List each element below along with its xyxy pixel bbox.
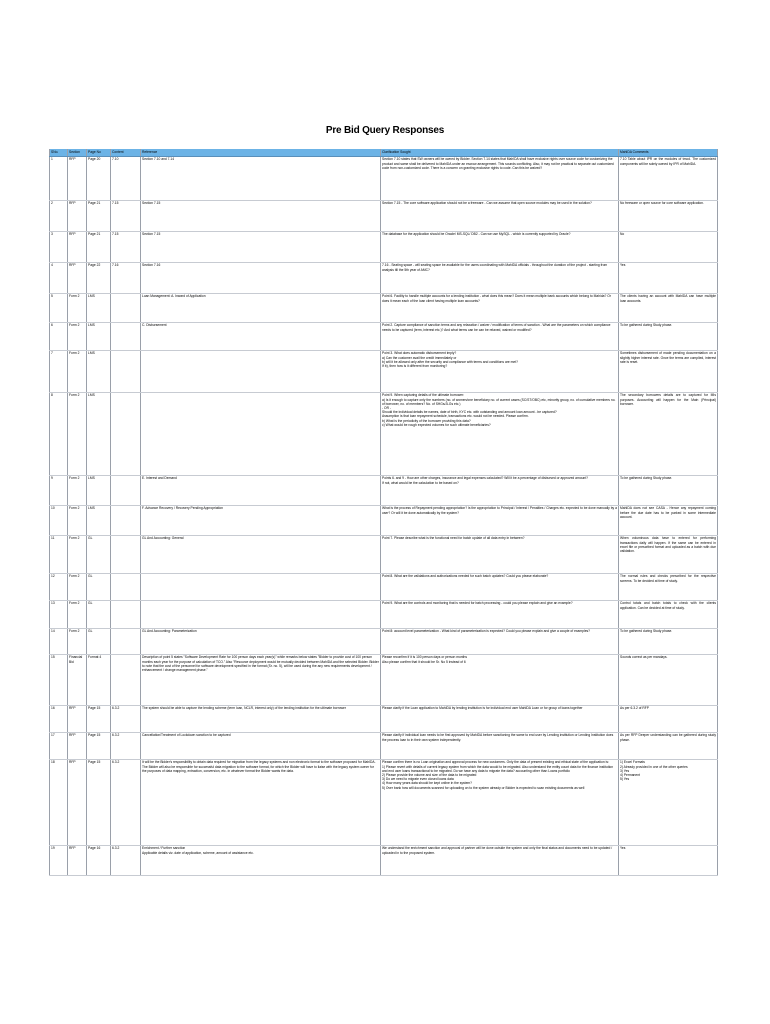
table-row: [50, 200, 718, 231]
clarification-cell: Point 8. What are the validations and authorizations needed for such batch updates? Could you please elaborate?: [381, 573, 619, 600]
sno-cell: 17: [50, 732, 68, 759]
table-row: [50, 535, 718, 573]
table-row: [50, 759, 718, 845]
comment-cell: MahIDA does not see CASA - Hence any repayment coming before the due date has to be parked in some intermediate account.: [619, 505, 718, 535]
section-cell: RFP: [68, 732, 87, 759]
content-cell: [111, 350, 141, 392]
content-cell: 7.10: [111, 156, 141, 200]
table-row: [50, 628, 718, 654]
content-cell: 7.16: [111, 262, 141, 293]
sno-cell: 7: [50, 350, 68, 392]
reference-cell: Section 7.15: [141, 231, 381, 262]
clarification-cell: Please reconfirm if it is 100 person days or person months Also please confirm that it should be Sr. No 5 instead of 6: [381, 654, 619, 705]
section-cell: RFP: [68, 231, 87, 262]
page-no-cell: GL: [87, 573, 111, 600]
section-cell: RFP: [68, 200, 87, 231]
sno-cell: 10: [50, 505, 68, 535]
section-cell: RFP: [68, 156, 87, 200]
col-header-comments: MahIDA Comments: [619, 149, 718, 156]
clarification-cell: Section 7.10 states that SW owners will be owned by Bidder. Section 7.14 states that MahIDA shall have exclusive rights over source code for customizing the product and same shall be delivered to MahIDA under an escrow arrangement. This sounds conflicting. Also, it may not be practical to separate out customized code from non-customized code. There is a concern on granting exclusive rights to code. Can this be waived?: [381, 156, 619, 200]
comment-cell: Control totals and batch totals to check with the clients application. Can be decided at time of study.: [619, 600, 718, 628]
sno-cell: 11: [50, 535, 68, 573]
content-cell: [111, 322, 141, 350]
table-row: [50, 505, 718, 535]
section-cell: RFP: [68, 705, 87, 732]
page-no-cell: GL: [87, 628, 111, 654]
section-cell: Form 2: [68, 293, 87, 322]
reference-cell: E. Interest and Demand: [141, 475, 381, 505]
clarification-cell: Point 2. Capture compliance of sanction terms and any relaxation / waiver / modification of terms of sanction - What are the parameters on which compliance needs to be captured (term, interest etc.)? And what terms can be can be relaxed, waived or modified?: [381, 322, 619, 350]
page-no-cell: Page 21: [87, 200, 111, 231]
sno-cell: 14: [50, 628, 68, 654]
page-no-cell: Format 4: [87, 654, 111, 705]
section-cell: Form 2: [68, 392, 87, 475]
page-title: Pre Bid Query Responses: [325, 125, 445, 136]
content-cell: 7.15: [111, 200, 141, 231]
col-header-reference: Reference: [141, 149, 381, 156]
sno-cell: 3: [50, 231, 68, 262]
reference-cell: The system should be able to capture the lending scheme (term loan, NCLR, interest only) of the lending institution for the ultimate borrower: [141, 705, 381, 732]
section-cell: Form 2: [68, 475, 87, 505]
comment-cell: To be gathered during Study phase.: [619, 475, 718, 505]
reference-cell: [141, 600, 381, 628]
table-row: [50, 573, 718, 600]
section-cell: Financial Bid: [68, 654, 87, 705]
table-row: [50, 392, 718, 475]
page-no-cell: Page 15: [87, 705, 111, 732]
content-cell: 6.3.2: [111, 705, 141, 732]
reference-cell: Section 7.10 and 7.14: [141, 156, 381, 200]
clarification-cell: Point 6. Facility to handle multiple accounts for a lending institution - what does this mean? Does it mean multiple bank accounts which belong to Mahida? Or does it mean each of the loan client having multiple loan accounts?: [381, 293, 619, 322]
page-no-cell: Page 22: [87, 262, 111, 293]
content-cell: 7.15: [111, 231, 141, 262]
comment-cell: As per RFP Deeper understanding can be gathered during study phase.: [619, 732, 718, 759]
page-no-cell: LMS: [87, 475, 111, 505]
content-cell: [111, 505, 141, 535]
clarification-cell: Section 7.15 - The core software application should not be a freeware - Can we assume that open source modules may be used in the solution?: [381, 200, 619, 231]
section-cell: Form 2: [68, 322, 87, 350]
col-header-clarification: Clarification Sought: [381, 149, 619, 156]
comment-cell: As per 6.3.2 of RFP: [619, 705, 718, 732]
content-cell: 6.3.2: [111, 759, 141, 845]
content-cell: [111, 573, 141, 600]
sno-cell: 1: [50, 156, 68, 200]
clarification-cell: Point 9. When capturing details of the ultimate borrower: a) Is it enough to capture only the numbers (no. of women/one beneficiary no. of current cases (SC/ST/OBC) etc, minority group, no. of cumulative members no. of borrower, no. of members? No. of SHGs/JLGs etc.) - OR - Should the individual details be names, date of birth, KYC etc. with outstanding and amount loan amount - be captured? Assumption is that loan repayment schedule, transactions etc. would not be needed. Please confirm. b) What is the periodicity of the borrower providing this data? c) What would be rough expected volumes for such ultimate beneficiaries?: [381, 392, 619, 475]
table-row: [50, 732, 718, 759]
page-no-cell: LMS: [87, 350, 111, 392]
comment-cell: Sounds correct as per mandays.: [619, 654, 718, 705]
comment-cell: To be gathered during Study phase.: [619, 628, 718, 654]
clarification-cell: Please clarify if individual loan needs to be first approved by MahIDA before sanctioning the same to end user by Lending institution or Lending Institution does the process loan to in their own system independently.: [381, 732, 619, 759]
page-no-cell: Page 16: [87, 845, 111, 875]
sno-cell: 4: [50, 262, 68, 293]
table-row: [50, 350, 718, 392]
section-cell: RFP: [68, 262, 87, 293]
section-cell: Form 2: [68, 505, 87, 535]
comment-cell: Yes: [619, 845, 718, 875]
reference-cell: [141, 392, 381, 475]
reference-cell: Section 7.15: [141, 200, 381, 231]
comment-cell: The normal rules and checks prescribed for the respective screens. To be decided at time of study.: [619, 573, 718, 600]
comment-cell: 7.10 Table about IPR on the modules of tmod. The customized components will be solely owned by IPR of MahIDA.: [619, 156, 718, 200]
reference-cell: It will be the Bidder's responsibility to obtain data required for migration from the legacy systems and non electronic format to the software proposed for MahIDA. The Bidder will also be responsible for successful data migration to the software format, for which the Bidder will have to liaise with the legacy system owner for the purposes of data mapping, extraction, conversion, etc. in whatever format the Bidder wants the data.: [141, 759, 381, 845]
page-no-cell: LMS: [87, 505, 111, 535]
col-header-sno: SNo.: [50, 149, 68, 156]
content-cell: [111, 628, 141, 654]
comment-cell: The secondary borrowers details are to captured for MIs purposes. Accounting will happen for the Main (Principal) borrower.: [619, 392, 718, 475]
query-response-table: [49, 149, 718, 876]
clarification-cell: Please clarify if the Loan application to MahIDA by lending institution is for individual end user MahIDA Loan or for group of loans together: [381, 705, 619, 732]
table-row: [50, 845, 718, 875]
table-row: [50, 600, 718, 628]
table-row: [50, 475, 718, 505]
reference-cell: Description of point 5 states "Software Development Rate for 100 person days each year(s)" while remarks below states "Bidder to provide cost of 100 person months each year for the purpose of calculation of TCO." Also "Resource deployment would be mutually decided between MahIDA and the selected Bidder. Bidder to note that the cost of the personnel for software development specified in the format (Sr. no. 5), will be used during the any new requirements development / enhancement / change management phase.": [141, 654, 381, 705]
reference-cell: Enrichment / Further sanction Applicable details viz. date of application, scheme, amount of assistance etc.: [141, 845, 381, 875]
content-cell: [111, 475, 141, 505]
table-row: [50, 262, 718, 293]
comment-cell: Yes: [619, 262, 718, 293]
sno-cell: 9: [50, 475, 68, 505]
sno-cell: 6: [50, 322, 68, 350]
clarification-cell: The database for the application should be Oracle/ MS-SQL/ DB2 - Can we use MySQL - which is currently supported by Oracle?: [381, 231, 619, 262]
comment-cell: No: [619, 231, 718, 262]
clarification-cell: Point 7. Please describe what is the functional need for batch update of all data entry in between?: [381, 535, 619, 573]
content-cell: [111, 392, 141, 475]
section-cell: Form 2: [68, 535, 87, 573]
sno-cell: 15: [50, 654, 68, 705]
clarification-cell: What is the process of Repayment pending appropriation? Is the appropriation to Principal / Interest / Penalties / Charges etc. expected to be done manually by a user? Or will it be done automatically by the system?: [381, 505, 619, 535]
comment-cell: Sometimes disbursement of made pending documentation on a slightly higher interest rate. Once the terms are complied, interest rate is reset.: [619, 350, 718, 392]
comment-cell: 1) Excel Formats 2) Already provided in one of the other queries 3) Yes 4) Permanent 5) Yes: [619, 759, 718, 845]
sno-cell: 12: [50, 573, 68, 600]
sno-cell: 13: [50, 600, 68, 628]
reference-cell: Loan Management: A. Inward of Application: [141, 293, 381, 322]
section-cell: Form 2: [68, 350, 87, 392]
sno-cell: 16: [50, 705, 68, 732]
content-cell: 6.3.2: [111, 845, 141, 875]
comment-cell: No freeware or open source for core software application.: [619, 200, 718, 231]
reference-cell: GL And Accounting: Parameterization: [141, 628, 381, 654]
page-no-cell: LMS: [87, 392, 111, 475]
page-no-cell: GL: [87, 600, 111, 628]
col-header-section: Section: [68, 149, 87, 156]
col-header-content: Content: [111, 149, 141, 156]
reference-cell: C. Disbursement: [141, 322, 381, 350]
page-no-cell: Page 21: [87, 231, 111, 262]
reference-cell: Section 7.16: [141, 262, 381, 293]
sno-cell: 19: [50, 845, 68, 875]
table-header-row: [50, 149, 718, 156]
content-cell: [111, 600, 141, 628]
clarification-cell: We understand the enrichment sanction and approval of partner will be done outside the system and only the final status and documents need to be updated / uploaded in to the proposed system.: [381, 845, 619, 875]
content-cell: [111, 535, 141, 573]
table-row: [50, 231, 718, 262]
clarification-cell: Please confirm there is no Loan origination and approval process for new customers. Only the data of present existing and ethical state of the application is: 1) Please revert with details of current legacy system from which the data would to be migrated. Also understand the entity count data for the finance institution and end user loans transactional to be migrated. Do we have any data to migrate the data? accounting other than Loans portfolio 2) Please provide the volume and size of the data to be migrated 3) Do we need to migrate even closed loans data 4) How many years data should be kept online in the system? 5) Over bank how will documents scanned for uploading on to the system already or Bidder is expected to scan existing documents as well: [381, 759, 619, 845]
sno-cell: 18: [50, 759, 68, 845]
reference-cell: F. Advance Recovery / Recovery Pending Appropriation: [141, 505, 381, 535]
clarification-cell: Point 9. What are the controls and monitoring that is needed for batch processing - could you please explain and give an example?: [381, 600, 619, 628]
table-row: [50, 705, 718, 732]
table-row: [50, 654, 718, 705]
table-row: [50, 156, 718, 200]
reference-cell: [141, 573, 381, 600]
sno-cell: 5: [50, 293, 68, 322]
comment-cell: When voluminous data have to entered for performing transactions daily will happen. If the same can be entered in excel file or prescribed format and uploaded as a batch with due validation.: [619, 535, 718, 573]
col-header-page-no: Page No: [87, 149, 111, 156]
section-cell: Form 2: [68, 628, 87, 654]
content-cell: [111, 654, 141, 705]
comment-cell: The clients having an account with MahIDA can have multiple loan accounts.: [619, 293, 718, 322]
page-no-cell: GL: [87, 535, 111, 573]
section-cell: RFP: [68, 759, 87, 845]
clarification-cell: Point 3. What does automatic disbursement imply? a) Can the customer avail the credit immediately or b) will it be allowed only after the security and compliance with terms and conditions are met? If b), then how is it different from monitoring?: [381, 350, 619, 392]
section-cell: Form 2: [68, 600, 87, 628]
section-cell: RFP: [68, 845, 87, 875]
section-cell: Form 2: [68, 573, 87, 600]
clarification-cell: Points 6. and 9 - How are other charges, insurance and legal expenses calculated? Will it be a percentage of disbursed or approved amount? If not, what would be the calculation to be based on?: [381, 475, 619, 505]
sno-cell: 2: [50, 200, 68, 231]
page-no-cell: Page 15: [87, 732, 111, 759]
content-cell: [111, 293, 141, 322]
reference-cell: [141, 350, 381, 392]
sno-cell: 8: [50, 392, 68, 475]
page-no-cell: Page 20: [87, 156, 111, 200]
reference-cell: GL And Accounting: General: [141, 535, 381, 573]
page-no-cell: LMS: [87, 322, 111, 350]
page-no-cell: LMS: [87, 293, 111, 322]
clarification-cell: 7.16 - Seating space - will seating space be available for the users coordinating with MahIDA officials - throughout the duration of the project - starting from analysis till the 5th year of AMC?: [381, 262, 619, 293]
comment-cell: To be gathered during Study phase.: [619, 322, 718, 350]
page-no-cell: Page 15: [87, 759, 111, 845]
table-row: [50, 322, 718, 350]
clarification-cell: Point 8: account level parameterization - What kind of parameterization is expected? Could you please explain and give a couple of examples?: [381, 628, 619, 654]
reference-cell: Cancellation/Treatment of Lockdown sanction to be captured: [141, 732, 381, 759]
table-row: [50, 293, 718, 322]
content-cell: 6.3.2: [111, 732, 141, 759]
